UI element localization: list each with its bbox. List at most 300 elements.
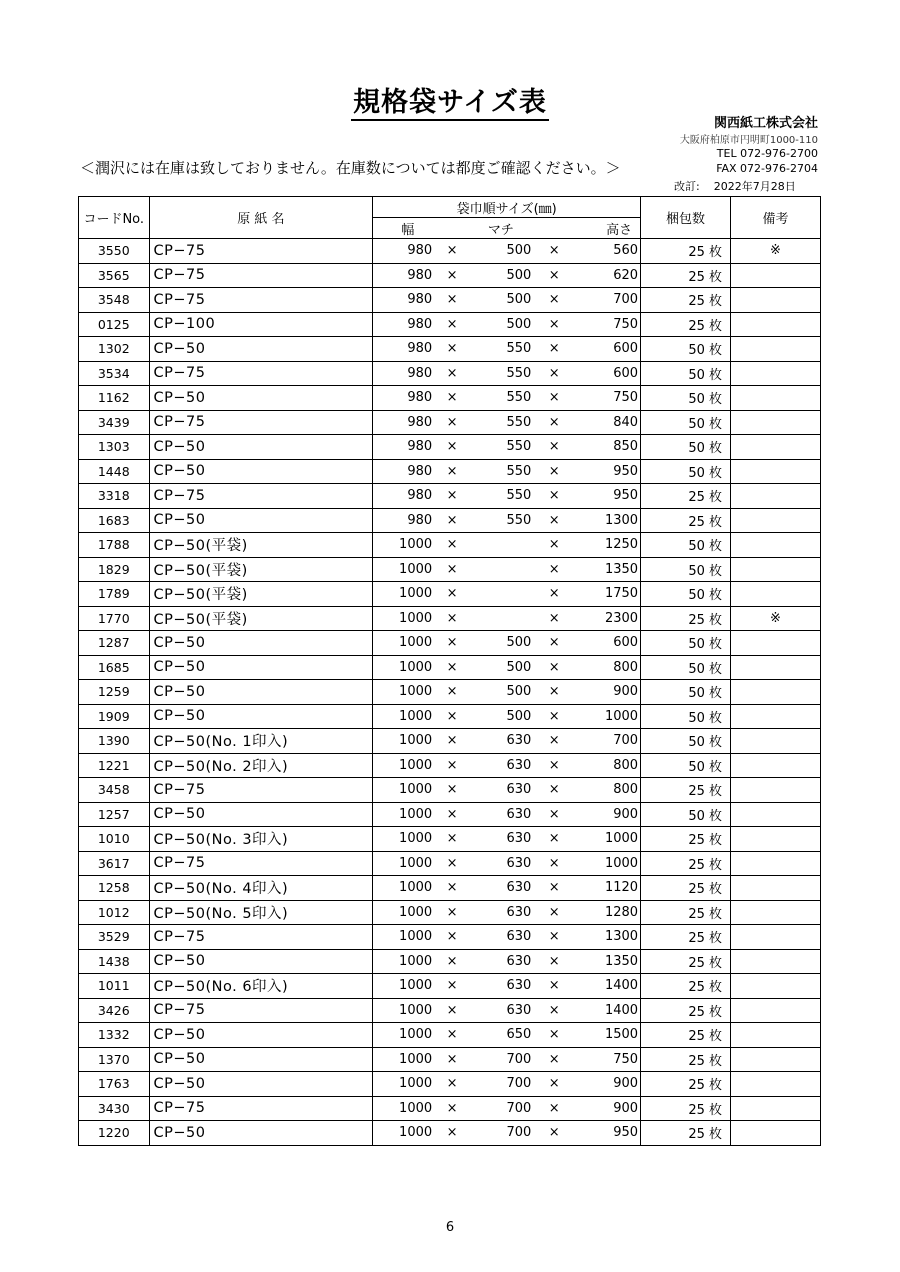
cell-height: 1120 <box>575 876 640 901</box>
table-row <box>79 263 821 288</box>
cell-note <box>731 288 821 313</box>
cell-times-2: × <box>533 361 575 386</box>
cell-pack: 50 枚 <box>641 459 731 484</box>
table-row <box>79 606 821 631</box>
table-row <box>79 949 821 974</box>
cell-pack: 25 枚 <box>641 263 731 288</box>
cell-paper: CP−75 <box>149 925 373 950</box>
table-row <box>79 288 821 313</box>
cell-code: 3534 <box>79 361 150 386</box>
cell-note <box>731 1047 821 1072</box>
cell-times-1: × <box>434 337 470 362</box>
cell-times-1: × <box>434 1047 470 1072</box>
cell-note <box>731 582 821 607</box>
cell-pack: 25 枚 <box>641 1047 731 1072</box>
cell-pack: 50 枚 <box>641 802 731 827</box>
cell-times-2: × <box>533 974 575 999</box>
cell-gusset: 500 <box>470 312 533 337</box>
cell-gusset: 700 <box>470 1121 533 1146</box>
cell-gusset: 500 <box>470 655 533 680</box>
cell-gusset: 630 <box>470 876 533 901</box>
cell-height: 950 <box>575 1121 640 1146</box>
header-gusset: マチ <box>470 218 575 239</box>
cell-pack: 25 枚 <box>641 508 731 533</box>
cell-width: 980 <box>373 288 434 313</box>
cell-times-1: × <box>434 557 470 582</box>
cell-times-1: × <box>434 851 470 876</box>
cell-height: 1400 <box>575 998 640 1023</box>
cell-times-1: × <box>434 998 470 1023</box>
cell-width: 1000 <box>373 704 434 729</box>
revision-date-value: 2022年7月28日 <box>713 180 796 193</box>
cell-times-1: × <box>434 778 470 803</box>
cell-width: 1000 <box>373 1096 434 1121</box>
cell-gusset: 500 <box>470 239 533 264</box>
table-row <box>79 998 821 1023</box>
cell-height: 900 <box>575 1096 640 1121</box>
table-body <box>79 239 821 1146</box>
cell-paper: CP−75 <box>149 851 373 876</box>
cell-gusset: 550 <box>470 386 533 411</box>
table-row <box>79 753 821 778</box>
cell-times-1: × <box>434 582 470 607</box>
cell-gusset: 550 <box>470 410 533 435</box>
cell-width: 1000 <box>373 655 434 680</box>
cell-gusset <box>470 557 533 582</box>
cell-paper: CP−75 <box>149 484 373 509</box>
cell-gusset: 550 <box>470 337 533 362</box>
table-row <box>79 337 821 362</box>
cell-times-2: × <box>533 655 575 680</box>
cell-pack: 50 枚 <box>641 631 731 656</box>
cell-times-1: × <box>434 1096 470 1121</box>
table-row <box>79 508 821 533</box>
cell-height: 1000 <box>575 851 640 876</box>
cell-code: 1370 <box>79 1047 150 1072</box>
cell-width: 980 <box>373 239 434 264</box>
cell-paper: CP−75 <box>149 288 373 313</box>
cell-code: 1302 <box>79 337 150 362</box>
cell-gusset: 550 <box>470 484 533 509</box>
cell-times-2: × <box>533 435 575 460</box>
cell-code: 3430 <box>79 1096 150 1121</box>
cell-note <box>731 655 821 680</box>
cell-times-1: × <box>434 876 470 901</box>
cell-times-1: × <box>434 655 470 680</box>
cell-width: 980 <box>373 484 434 509</box>
cell-paper: CP−75 <box>149 263 373 288</box>
cell-height: 1250 <box>575 533 640 558</box>
cell-paper: CP−50(No. 6印入) <box>149 974 373 999</box>
header-height: 高さ <box>575 218 640 239</box>
cell-code: 1011 <box>79 974 150 999</box>
cell-width: 1000 <box>373 1121 434 1146</box>
cell-note <box>731 484 821 509</box>
cell-code: 3565 <box>79 263 150 288</box>
cell-pack: 25 枚 <box>641 778 731 803</box>
cell-times-2: × <box>533 925 575 950</box>
cell-pack: 25 枚 <box>641 484 731 509</box>
cell-times-2: × <box>533 582 575 607</box>
cell-width: 1000 <box>373 1072 434 1097</box>
cell-width: 1000 <box>373 925 434 950</box>
cell-note <box>731 680 821 705</box>
cell-gusset: 630 <box>470 802 533 827</box>
cell-times-2: × <box>533 484 575 509</box>
table-row <box>79 827 821 852</box>
cell-times-2: × <box>533 533 575 558</box>
cell-height: 600 <box>575 361 640 386</box>
cell-paper: CP−50 <box>149 802 373 827</box>
cell-paper: CP−50 <box>149 337 373 362</box>
cell-height: 900 <box>575 680 640 705</box>
cell-pack: 50 枚 <box>641 753 731 778</box>
cell-times-2: × <box>533 288 575 313</box>
cell-note <box>731 459 821 484</box>
cell-gusset: 630 <box>470 753 533 778</box>
cell-pack: 25 枚 <box>641 900 731 925</box>
cell-times-1: × <box>434 900 470 925</box>
cell-gusset: 500 <box>470 680 533 705</box>
cell-width: 1000 <box>373 974 434 999</box>
cell-code: 1770 <box>79 606 150 631</box>
cell-times-2: × <box>533 312 575 337</box>
cell-note <box>731 802 821 827</box>
cell-paper: CP−50(No. 3印入) <box>149 827 373 852</box>
cell-height: 800 <box>575 655 640 680</box>
cell-note <box>731 533 821 558</box>
cell-pack: 25 枚 <box>641 1023 731 1048</box>
cell-code: 1332 <box>79 1023 150 1048</box>
cell-times-2: × <box>533 704 575 729</box>
cell-note <box>731 337 821 362</box>
cell-paper: CP−50(平袋) <box>149 582 373 607</box>
cell-gusset: 630 <box>470 949 533 974</box>
table-row <box>79 680 821 705</box>
table-row <box>79 704 821 729</box>
cell-times-1: × <box>434 680 470 705</box>
cell-times-1: × <box>434 263 470 288</box>
cell-times-2: × <box>533 680 575 705</box>
cell-code: 1257 <box>79 802 150 827</box>
header-width: 幅 <box>373 218 470 239</box>
cell-times-2: × <box>533 827 575 852</box>
cell-width: 1000 <box>373 582 434 607</box>
cell-times-1: × <box>434 802 470 827</box>
table-header-row <box>79 197 821 218</box>
cell-times-1: × <box>434 361 470 386</box>
cell-gusset: 500 <box>470 288 533 313</box>
cell-paper: CP−75 <box>149 998 373 1023</box>
cell-gusset: 700 <box>470 1047 533 1072</box>
cell-height: 700 <box>575 288 640 313</box>
cell-note <box>731 1121 821 1146</box>
cell-times-1: × <box>434 631 470 656</box>
cell-times-1: × <box>434 533 470 558</box>
cell-height: 620 <box>575 263 640 288</box>
cell-paper: CP−50 <box>149 631 373 656</box>
table-row <box>79 459 821 484</box>
cell-pack: 25 枚 <box>641 312 731 337</box>
cell-height: 750 <box>575 312 640 337</box>
cell-pack: 25 枚 <box>641 876 731 901</box>
size-table <box>78 196 821 1146</box>
table-row <box>79 900 821 925</box>
cell-width: 1000 <box>373 680 434 705</box>
cell-times-2: × <box>533 337 575 362</box>
cell-times-1: × <box>434 435 470 460</box>
cell-pack: 25 枚 <box>641 1096 731 1121</box>
cell-width: 1000 <box>373 949 434 974</box>
cell-times-2: × <box>533 998 575 1023</box>
cell-height: 1300 <box>575 508 640 533</box>
cell-note <box>731 508 821 533</box>
cell-times-1: × <box>434 753 470 778</box>
cell-gusset <box>470 606 533 631</box>
cell-note <box>731 1023 821 1048</box>
cell-gusset: 500 <box>470 631 533 656</box>
cell-height: 560 <box>575 239 640 264</box>
table-row <box>79 386 821 411</box>
cell-paper: CP−50(No. 5印入) <box>149 900 373 925</box>
cell-width: 980 <box>373 508 434 533</box>
cell-times-2: × <box>533 410 575 435</box>
cell-paper: CP−75 <box>149 778 373 803</box>
cell-code: 1789 <box>79 582 150 607</box>
table-row <box>79 729 821 754</box>
table-row <box>79 631 821 656</box>
cell-pack: 50 枚 <box>641 386 731 411</box>
cell-times-1: × <box>434 459 470 484</box>
cell-note <box>731 827 821 852</box>
cell-times-1: × <box>434 239 470 264</box>
cell-paper: CP−50 <box>149 1023 373 1048</box>
cell-width: 1000 <box>373 631 434 656</box>
cell-height: 1350 <box>575 949 640 974</box>
cell-width: 1000 <box>373 729 434 754</box>
cell-times-2: × <box>533 386 575 411</box>
cell-note <box>731 410 821 435</box>
company-address: 大阪府柏原市円明町1000-110 <box>679 135 818 146</box>
cell-pack: 50 枚 <box>641 361 731 386</box>
page-number: 6 <box>445 1220 455 1235</box>
cell-paper: CP−50 <box>149 680 373 705</box>
cell-times-1: × <box>434 508 470 533</box>
cell-note: ※ <box>731 239 821 264</box>
cell-gusset <box>470 582 533 607</box>
cell-width: 980 <box>373 263 434 288</box>
cell-width: 1000 <box>373 557 434 582</box>
cell-pack: 25 枚 <box>641 949 731 974</box>
cell-times-2: × <box>533 778 575 803</box>
cell-gusset: 630 <box>470 900 533 925</box>
table-row <box>79 410 821 435</box>
cell-width: 1000 <box>373 778 434 803</box>
cell-height: 1000 <box>575 827 640 852</box>
cell-gusset: 550 <box>470 508 533 533</box>
cell-paper: CP−50 <box>149 508 373 533</box>
cell-times-2: × <box>533 1047 575 1072</box>
cell-pack: 50 枚 <box>641 337 731 362</box>
cell-paper: CP−50 <box>149 1047 373 1072</box>
cell-width: 980 <box>373 386 434 411</box>
cell-note <box>731 631 821 656</box>
cell-pack: 25 枚 <box>641 239 731 264</box>
cell-note <box>731 263 821 288</box>
cell-note <box>731 851 821 876</box>
cell-times-1: × <box>434 288 470 313</box>
cell-times-1: × <box>434 484 470 509</box>
cell-pack: 50 枚 <box>641 729 731 754</box>
cell-width: 980 <box>373 410 434 435</box>
table-row <box>79 557 821 582</box>
header-note: 備考 <box>731 197 821 239</box>
cell-note <box>731 876 821 901</box>
table-row <box>79 1072 821 1097</box>
header-code: コードNo. <box>79 197 150 239</box>
cell-paper: CP−50(平袋) <box>149 557 373 582</box>
cell-paper: CP−50(平袋) <box>149 606 373 631</box>
cell-gusset: 630 <box>470 729 533 754</box>
cell-note <box>731 1096 821 1121</box>
cell-code: 1221 <box>79 753 150 778</box>
table-row <box>79 802 821 827</box>
cell-pack: 25 枚 <box>641 998 731 1023</box>
cell-code: 1788 <box>79 533 150 558</box>
cell-gusset: 550 <box>470 361 533 386</box>
cell-paper: CP−50 <box>149 655 373 680</box>
cell-width: 1000 <box>373 900 434 925</box>
cell-pack: 50 枚 <box>641 704 731 729</box>
stock-notice: ＜潤沢には在庫は致しておりません。在庫数については都度ご確認ください。＞ <box>80 159 621 177</box>
cell-paper: CP−50 <box>149 704 373 729</box>
cell-times-1: × <box>434 1121 470 1146</box>
cell-gusset: 630 <box>470 925 533 950</box>
cell-height: 950 <box>575 484 640 509</box>
cell-pack: 50 枚 <box>641 582 731 607</box>
cell-gusset: 550 <box>470 435 533 460</box>
cell-note <box>731 900 821 925</box>
cell-times-1: × <box>434 974 470 999</box>
table-row <box>79 778 821 803</box>
company-fax: FAX 072-976-2704 <box>716 162 818 175</box>
table-row <box>79 1023 821 1048</box>
cell-height: 750 <box>575 1047 640 1072</box>
cell-note <box>731 704 821 729</box>
cell-times-2: × <box>533 606 575 631</box>
cell-pack: 50 枚 <box>641 410 731 435</box>
table-row <box>79 974 821 999</box>
cell-note <box>731 778 821 803</box>
cell-height: 1400 <box>575 974 640 999</box>
cell-times-2: × <box>533 1023 575 1048</box>
cell-width: 1000 <box>373 1047 434 1072</box>
cell-gusset: 630 <box>470 827 533 852</box>
cell-times-1: × <box>434 386 470 411</box>
cell-code: 1685 <box>79 655 150 680</box>
cell-width: 1000 <box>373 606 434 631</box>
cell-times-2: × <box>533 949 575 974</box>
revision-date <box>674 178 796 194</box>
cell-code: 1303 <box>79 435 150 460</box>
table-row <box>79 435 821 460</box>
cell-code: 3426 <box>79 998 150 1023</box>
cell-height: 850 <box>575 435 640 460</box>
cell-width: 1000 <box>373 876 434 901</box>
cell-times-2: × <box>533 876 575 901</box>
cell-times-2: × <box>533 1072 575 1097</box>
cell-note <box>731 753 821 778</box>
cell-code: 1258 <box>79 876 150 901</box>
cell-pack: 25 枚 <box>641 827 731 852</box>
cell-note <box>731 949 821 974</box>
cell-note <box>731 925 821 950</box>
cell-width: 980 <box>373 312 434 337</box>
cell-width: 1000 <box>373 533 434 558</box>
cell-gusset: 650 <box>470 1023 533 1048</box>
cell-code: 3439 <box>79 410 150 435</box>
cell-width: 1000 <box>373 827 434 852</box>
cell-paper: CP−75 <box>149 1096 373 1121</box>
cell-note <box>731 998 821 1023</box>
cell-times-2: × <box>533 851 575 876</box>
cell-paper: CP−50(No. 1印入) <box>149 729 373 754</box>
cell-times-1: × <box>434 312 470 337</box>
table-row <box>79 533 821 558</box>
cell-note <box>731 1072 821 1097</box>
cell-paper: CP−50(No. 2印入) <box>149 753 373 778</box>
cell-note: ※ <box>731 606 821 631</box>
cell-paper: CP−50 <box>149 459 373 484</box>
cell-note <box>731 361 821 386</box>
cell-paper: CP−50 <box>149 435 373 460</box>
cell-times-2: × <box>533 753 575 778</box>
cell-code: 1390 <box>79 729 150 754</box>
cell-gusset: 550 <box>470 459 533 484</box>
cell-gusset: 700 <box>470 1096 533 1121</box>
table-row <box>79 1047 821 1072</box>
cell-gusset: 500 <box>470 263 533 288</box>
cell-height: 1000 <box>575 704 640 729</box>
cell-gusset: 630 <box>470 851 533 876</box>
cell-code: 3318 <box>79 484 150 509</box>
header-paper: 原 紙 名 <box>149 197 373 239</box>
cell-height: 600 <box>575 631 640 656</box>
cell-height: 800 <box>575 778 640 803</box>
cell-code: 1909 <box>79 704 150 729</box>
cell-note <box>731 386 821 411</box>
cell-paper: CP−50 <box>149 949 373 974</box>
cell-times-2: × <box>533 1096 575 1121</box>
cell-paper: CP−50 <box>149 1072 373 1097</box>
cell-height: 1280 <box>575 900 640 925</box>
cell-code: 1287 <box>79 631 150 656</box>
cell-paper: CP−50(No. 4印入) <box>149 876 373 901</box>
page-title: 規格袋サイズ表 <box>0 80 900 119</box>
cell-paper: CP−50 <box>149 1121 373 1146</box>
cell-gusset: 700 <box>470 1072 533 1097</box>
cell-pack: 25 枚 <box>641 974 731 999</box>
table-row <box>79 876 821 901</box>
cell-pack: 25 枚 <box>641 925 731 950</box>
cell-height: 1300 <box>575 925 640 950</box>
cell-note <box>731 729 821 754</box>
company-name: 関西紙工株式会社 <box>713 116 818 131</box>
cell-code: 3458 <box>79 778 150 803</box>
cell-gusset: 630 <box>470 974 533 999</box>
cell-paper: CP−50(平袋) <box>149 533 373 558</box>
cell-height: 1500 <box>575 1023 640 1048</box>
